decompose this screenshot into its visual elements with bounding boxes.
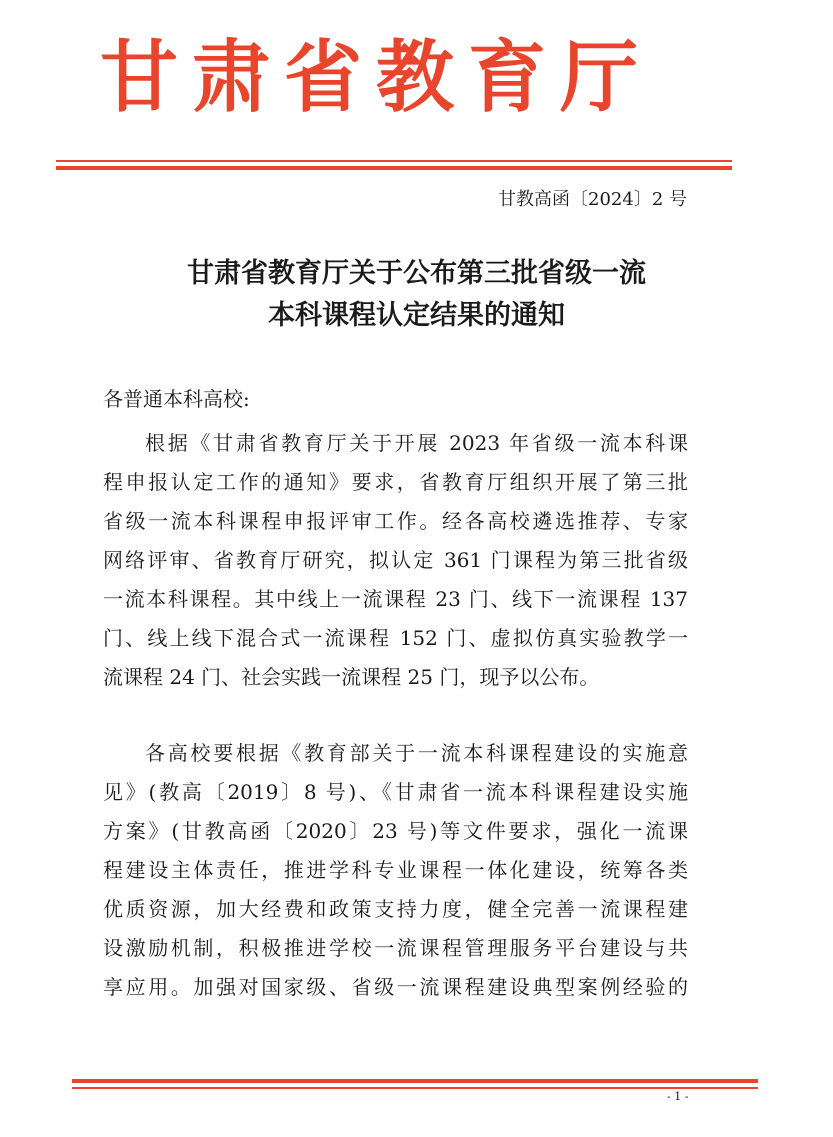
document-title-line-1: 甘肃省教育厅关于公布第三批省级一流 bbox=[187, 258, 646, 289]
paragraph-1-line-5: 一流本科课程。其中线上一流课程 23 门、线下一流课程 137 bbox=[103, 587, 688, 611]
masthead-rule-thick bbox=[56, 166, 732, 170]
masthead-rule-thin bbox=[56, 160, 732, 162]
page-number: - 1 - bbox=[667, 1090, 689, 1103]
paragraph-2-line-1: 各高校要根据《教育部关于一流本科课程建设的实施意 bbox=[145, 741, 688, 765]
footer-rule-thick bbox=[72, 1079, 758, 1083]
paragraph-1-line-1: 根据《甘肃省教育厅关于开展 2023 年省级一流本科课 bbox=[145, 431, 688, 455]
document-title-line-2: 本科课程认定结果的通知 bbox=[268, 300, 565, 331]
paragraph-2-line-2: 见》(教高〔2019〕8 号)、《甘肃省一流本科课程建设实施 bbox=[103, 780, 688, 804]
document-number: 甘教高函〔2024〕2 号 bbox=[498, 189, 687, 210]
paragraph-2-line-7: 享应用。加强对国家级、省级一流课程建设典型案例经验的 bbox=[103, 975, 688, 999]
paragraph-2-line-5: 优质资源，加大经费和政策支持力度，健全完善一流课程建 bbox=[103, 897, 688, 921]
paragraph-1-line-7: 流课程 24 门、社会实践一流课程 25 门，现予以公布。 bbox=[103, 665, 600, 689]
paragraph-1-line-4: 网络评审、省教育厅研究，拟认定 361 门课程为第三批省级 bbox=[103, 548, 688, 572]
paragraph-2-line-6: 设激励机制，积极推进学校一流课程管理服务平台建设与共 bbox=[103, 936, 688, 960]
paragraph-1-line-3: 省级一流本科课程申报评审工作。经各高校遴选推荐、专家 bbox=[103, 509, 688, 533]
salutation: 各普通本科高校: bbox=[103, 387, 250, 411]
paragraph-2-line-3: 方案》(甘教高函〔2020〕23 号)等文件要求，强化一流课 bbox=[103, 819, 688, 843]
paragraph-2-line-4: 程建设主体责任，推进学科专业课程一体化建设，统筹各类 bbox=[103, 858, 688, 882]
paragraph-1-line-6: 门、线上线下混合式一流课程 152 门、虚拟仿真实验教学一 bbox=[103, 626, 688, 650]
paragraph-1-line-2: 程申报认定工作的通知》要求，省教育厅组织开展了第三批 bbox=[103, 470, 688, 494]
footer-rule-thin bbox=[72, 1087, 758, 1089]
masthead: 甘肃省教育厅 bbox=[100, 33, 653, 123]
